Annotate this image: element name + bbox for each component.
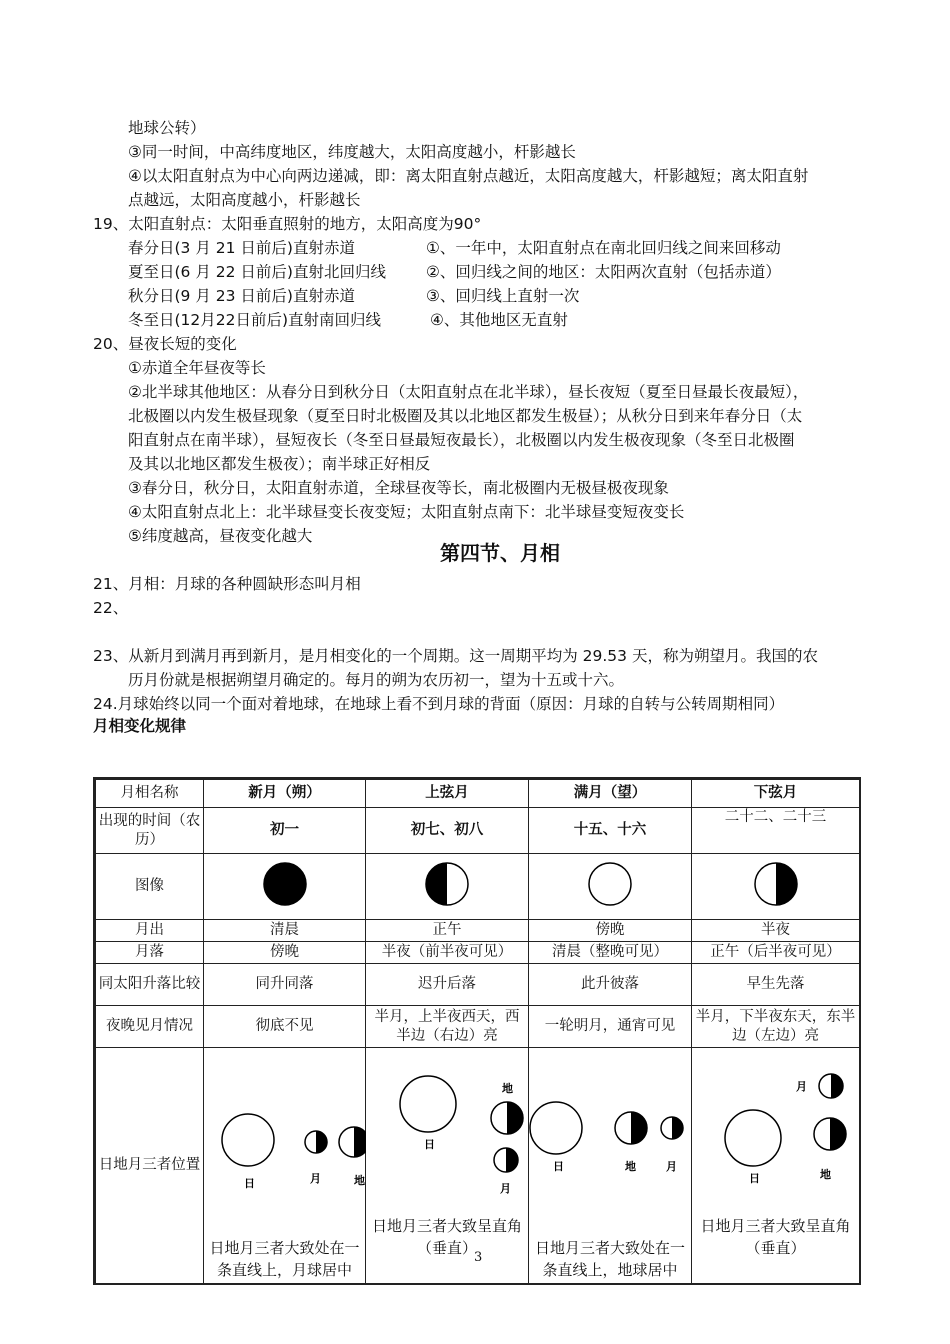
table-cell: 同升同落 xyxy=(204,964,366,1006)
table-cell: 初一 xyxy=(204,808,366,854)
phase-image-last-quarter xyxy=(692,854,860,920)
sun-label: 日 xyxy=(749,1172,760,1185)
table-cell: 清晨 xyxy=(204,920,366,942)
sun-label: 日 xyxy=(553,1160,564,1173)
position-description: 日地月三者大致处在一条直线上，地球居中 xyxy=(534,1239,685,1279)
text-line: ①、一年中，太阳直射点在南北回归线之间来回移动 xyxy=(426,239,781,257)
table-cell: 十五、十六 xyxy=(529,808,692,854)
subheading: 月相变化规律 xyxy=(93,717,187,735)
header-cell: 下弦月 xyxy=(692,780,860,808)
moon-label: 月 xyxy=(796,1080,807,1093)
table-cell: 正午 xyxy=(366,920,529,942)
text-line: 21、月相：月球的各种圆缺形态叫月相 xyxy=(93,575,361,593)
text-line: 历月份就是根据朔望月确定的。每月的朔为农历初一，望为十五或十六。 xyxy=(128,671,625,689)
table-cell: 彻底不见 xyxy=(204,1006,366,1048)
text-line: 阳直射点在南半球），昼短夜长（冬至日昼最短夜最长），北极圈以内发生极夜现象（冬至日北极圈 xyxy=(128,431,795,449)
text-line: 冬至日(12月22日前后)直射南回归线 xyxy=(128,311,382,329)
text-line: 20、昼夜长短的变化 xyxy=(93,335,237,353)
text-line: ③、回归线上直射一次 xyxy=(426,287,580,305)
text-line: ④以太阳直射点为中心向两边递减，即：离太阳直射点越近，太阳高度越大，杆影越短；离太阳直射 xyxy=(128,167,809,185)
text-line: 点越远，太阳高度越小，杆影越长 xyxy=(128,191,361,209)
table-cell: 半月，上半夜西天，西半边（右边）亮 xyxy=(366,1006,529,1048)
header-cell: 新月（朔） xyxy=(204,780,366,808)
text-line: 夏至日(6 月 22 日前后)直射北回归线 xyxy=(128,263,386,281)
phase-image-full xyxy=(529,854,692,920)
table-cell: 傍晚 xyxy=(529,920,692,942)
table-cell: 清晨（整晚可见） xyxy=(529,942,692,964)
sun-label: 日 xyxy=(244,1177,255,1190)
phase-image-first-quarter xyxy=(366,854,529,920)
section-title: 第四节、月相 xyxy=(440,541,560,565)
row-label: 图像 xyxy=(96,854,204,920)
sun-icon xyxy=(400,1076,456,1132)
sun-icon xyxy=(725,1110,781,1166)
text-line: ④、其他地区无直射 xyxy=(430,311,568,329)
first-quarter-moon-icon xyxy=(422,859,472,909)
row-label: 同太阳升落比较 xyxy=(96,964,204,1006)
new-moon-icon xyxy=(260,859,310,909)
position-diagram-full xyxy=(529,1048,692,1284)
position-description: 日地月三者大致处在一条直线上，月球居中 xyxy=(209,1239,360,1279)
sun-icon xyxy=(222,1114,274,1166)
text-line: ①赤道全年昼夜等长 xyxy=(128,359,266,377)
text-line: 春分日(3 月 21 日前后)直射赤道 xyxy=(128,239,355,257)
table-cell: 此升彼落 xyxy=(529,964,692,1006)
earth-label: 地 xyxy=(625,1160,636,1173)
text-line: 秋分日(9 月 23 日前后)直射赤道 xyxy=(128,287,355,305)
text-line: ③春分日，秋分日，太阳直射赤道，全球昼夜等长，南北极圈内无极昼极夜现象 xyxy=(128,479,669,497)
table-cell: 正午（后半夜可见） xyxy=(692,942,860,964)
row-label: 日地月三者位置 xyxy=(96,1048,204,1284)
text-line: 24.月球始终以同一个面对着地球，在地球上看不到月球的背面（原因：月球的自转与公转周期相同） xyxy=(93,695,785,713)
text-line: ⑤纬度越高，昼夜变化越大 xyxy=(128,527,313,545)
moon-label: 月 xyxy=(310,1172,321,1185)
text-line: 19、太阳直射点：太阳垂直照射的地方，太阳高度为90° xyxy=(93,215,482,233)
earth-label: 地 xyxy=(820,1168,831,1181)
text-line: ②北半球其他地区：从春分日到秋分日（太阳直射点在北半球），昼长夜短（夏至日昼最长夜最短）， xyxy=(128,383,809,401)
moon-phase-table xyxy=(93,777,861,1285)
table-cell: 初七、初八 xyxy=(366,808,529,854)
row-label: 月出 xyxy=(96,920,204,942)
position-diagram-new xyxy=(204,1048,366,1284)
table-cell: 半月，下半夜东天，东半边（左边）亮 xyxy=(692,1006,860,1048)
text-line: 22、 xyxy=(93,599,129,617)
text-line: ④太阳直射点北上：北半球昼变长夜变短；太阳直射点南下：北半球昼变短夜变长 xyxy=(128,503,685,521)
table-cell: 二十二、二十三 xyxy=(692,808,860,854)
row-label: 出现的时间（农历） xyxy=(96,808,204,854)
earth-label: 地 xyxy=(502,1082,513,1095)
position-diagram-last-quarter xyxy=(692,1048,860,1284)
text-line: 北极圈以内发生极昼现象（夏至日时北极圈及其以北地区都发生极昼）；从秋分日到来年春分日（太 xyxy=(128,407,803,425)
moon-label: 月 xyxy=(666,1160,677,1173)
text-line: 23、从新月到满月再到新月，是月相变化的一个周期。这一周期平均为 29.53 天，称为朔望月。我国的农 xyxy=(93,647,818,665)
table-cell: 半夜（前半夜可见） xyxy=(366,942,529,964)
sun-icon xyxy=(530,1102,582,1154)
page-number: 3 xyxy=(474,1250,483,1265)
sun-label: 日 xyxy=(424,1138,435,1151)
last-quarter-moon-icon xyxy=(751,859,801,909)
position-description: 日地月三者大致呈直角（垂直） xyxy=(700,1217,851,1257)
position-diagram-first-quarter xyxy=(366,1048,529,1284)
earth-label: 地 xyxy=(354,1174,365,1187)
moon-label: 月 xyxy=(500,1182,511,1195)
text-line: 及其以北地区都发生极夜）；南半球正好相反 xyxy=(128,455,431,473)
full-moon-icon xyxy=(585,859,635,909)
header-cell: 月相名称 xyxy=(96,780,204,808)
table-cell: 一轮明月，通宵可见 xyxy=(529,1006,692,1048)
text-line: 地球公转） xyxy=(128,119,206,137)
table-cell: 迟升后落 xyxy=(366,964,529,1006)
table-cell: 傍晚 xyxy=(204,942,366,964)
header-cell: 上弦月 xyxy=(366,780,529,808)
text-line: ③同一时间，中高纬度地区，纬度越大，太阳高度越小，杆影越长 xyxy=(128,143,576,161)
text-line: ②、回归线之间的地区：太阳两次直射（包括赤道） xyxy=(426,263,781,281)
row-label: 月落 xyxy=(96,942,204,964)
table-cell: 早生先落 xyxy=(692,964,860,1006)
position-description: 日地月三者大致呈直角（垂直） xyxy=(371,1217,522,1257)
phase-image-new xyxy=(204,854,366,920)
table-cell: 半夜 xyxy=(692,920,860,942)
row-label: 夜晚见月情况 xyxy=(96,1006,204,1048)
header-cell: 满月（望） xyxy=(529,780,692,808)
